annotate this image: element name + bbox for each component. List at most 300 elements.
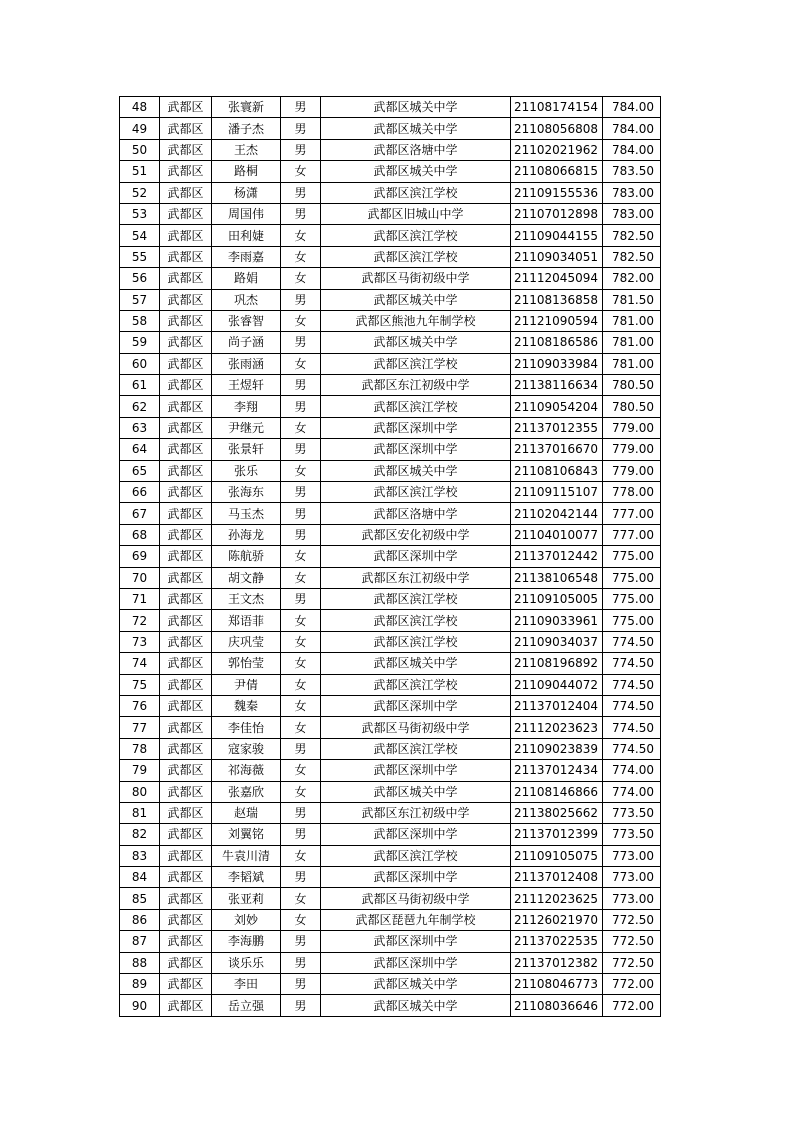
rank-cell: 52 xyxy=(120,182,160,203)
table-row xyxy=(120,203,661,224)
score-cell: 777.00 xyxy=(603,503,661,524)
exam-id-cell: 21137012355 xyxy=(511,417,603,438)
score-cell: 779.00 xyxy=(603,460,661,481)
name-cell: 张雨涵 xyxy=(212,353,281,374)
rank-cell: 74 xyxy=(120,653,160,674)
exam-id-cell: 21108066815 xyxy=(511,161,603,182)
district-cell: 武都区 xyxy=(160,161,212,182)
district-cell: 武都区 xyxy=(160,268,212,289)
exam-id-cell: 21104010077 xyxy=(511,524,603,545)
score-cell: 783.50 xyxy=(603,161,661,182)
score-cell: 775.00 xyxy=(603,546,661,567)
exam-id-cell: 21108056808 xyxy=(511,118,603,139)
district-cell: 武都区 xyxy=(160,888,212,909)
table-row xyxy=(120,888,661,909)
exam-id-cell: 21109034051 xyxy=(511,246,603,267)
rank-cell: 84 xyxy=(120,867,160,888)
table-row xyxy=(120,824,661,845)
table-row xyxy=(120,289,661,310)
exam-id-cell: 21138116634 xyxy=(511,375,603,396)
table-row xyxy=(120,974,661,995)
gender-cell: 女 xyxy=(281,760,321,781)
exam-id-cell: 21109034037 xyxy=(511,631,603,652)
district-cell: 武都区 xyxy=(160,203,212,224)
gender-cell: 女 xyxy=(281,310,321,331)
school-cell: 武都区滨江学校 xyxy=(321,246,511,267)
name-cell: 路娟 xyxy=(212,268,281,289)
name-cell: 赵瑞 xyxy=(212,802,281,823)
school-cell: 武都区滨江学校 xyxy=(321,396,511,417)
score-cell: 773.00 xyxy=(603,845,661,866)
table-row xyxy=(120,931,661,952)
exam-id-cell: 21137012382 xyxy=(511,952,603,973)
table-row xyxy=(120,760,661,781)
school-cell: 武都区滨江学校 xyxy=(321,182,511,203)
exam-id-cell: 21108174154 xyxy=(511,97,603,118)
school-cell: 武都区琵琶九年制学校 xyxy=(321,909,511,930)
table-row xyxy=(120,674,661,695)
rank-cell: 79 xyxy=(120,760,160,781)
gender-cell: 女 xyxy=(281,845,321,866)
gender-cell: 女 xyxy=(281,567,321,588)
gender-cell: 女 xyxy=(281,653,321,674)
table-row xyxy=(120,867,661,888)
school-cell: 武都区城关中学 xyxy=(321,460,511,481)
rank-cell: 63 xyxy=(120,417,160,438)
table-row xyxy=(120,695,661,716)
rank-cell: 50 xyxy=(120,139,160,160)
score-cell: 784.00 xyxy=(603,139,661,160)
table-row xyxy=(120,995,661,1016)
gender-cell: 男 xyxy=(281,952,321,973)
exam-id-cell: 21137012404 xyxy=(511,695,603,716)
name-cell: 巩杰 xyxy=(212,289,281,310)
district-cell: 武都区 xyxy=(160,225,212,246)
score-cell: 775.00 xyxy=(603,567,661,588)
exam-id-cell: 21109044155 xyxy=(511,225,603,246)
exam-id-cell: 21109023839 xyxy=(511,738,603,759)
table-row xyxy=(120,417,661,438)
exam-id-cell: 21108136858 xyxy=(511,289,603,310)
school-cell: 武都区深圳中学 xyxy=(321,867,511,888)
exam-id-cell: 21107012898 xyxy=(511,203,603,224)
exam-id-cell: 21137022535 xyxy=(511,931,603,952)
district-cell: 武都区 xyxy=(160,546,212,567)
district-cell: 武都区 xyxy=(160,781,212,802)
district-cell: 武都区 xyxy=(160,588,212,609)
district-cell: 武都区 xyxy=(160,524,212,545)
exam-id-cell: 21126021970 xyxy=(511,909,603,930)
score-cell: 783.00 xyxy=(603,203,661,224)
district-cell: 武都区 xyxy=(160,653,212,674)
gender-cell: 男 xyxy=(281,867,321,888)
rank-cell: 75 xyxy=(120,674,160,695)
gender-cell: 女 xyxy=(281,546,321,567)
score-cell: 773.50 xyxy=(603,824,661,845)
rank-cell: 55 xyxy=(120,246,160,267)
table-row xyxy=(120,246,661,267)
table-row xyxy=(120,546,661,567)
score-cell: 781.00 xyxy=(603,310,661,331)
exam-id-cell: 21108036646 xyxy=(511,995,603,1016)
school-cell: 武都区洛塘中学 xyxy=(321,503,511,524)
gender-cell: 女 xyxy=(281,631,321,652)
school-cell: 武都区滨江学校 xyxy=(321,738,511,759)
exam-id-cell: 21137016670 xyxy=(511,439,603,460)
school-cell: 武都区深圳中学 xyxy=(321,760,511,781)
school-cell: 武都区滨江学校 xyxy=(321,225,511,246)
name-cell: 张嘉欣 xyxy=(212,781,281,802)
table-row xyxy=(120,738,661,759)
gender-cell: 女 xyxy=(281,161,321,182)
score-cell: 772.00 xyxy=(603,995,661,1016)
exam-id-cell: 21112045094 xyxy=(511,268,603,289)
school-cell: 武都区安化初级中学 xyxy=(321,524,511,545)
school-cell: 武都区滨江学校 xyxy=(321,610,511,631)
name-cell: 寇家骏 xyxy=(212,738,281,759)
gender-cell: 男 xyxy=(281,375,321,396)
name-cell: 张乐 xyxy=(212,460,281,481)
rank-cell: 82 xyxy=(120,824,160,845)
score-cell: 774.50 xyxy=(603,717,661,738)
school-cell: 武都区城关中学 xyxy=(321,289,511,310)
rank-cell: 88 xyxy=(120,952,160,973)
rank-cell: 77 xyxy=(120,717,160,738)
rank-cell: 56 xyxy=(120,268,160,289)
gender-cell: 女 xyxy=(281,353,321,374)
table-row xyxy=(120,139,661,160)
exam-id-cell: 21109115107 xyxy=(511,482,603,503)
score-cell: 782.50 xyxy=(603,225,661,246)
gender-cell: 男 xyxy=(281,289,321,310)
school-cell: 武都区城关中学 xyxy=(321,332,511,353)
table-row xyxy=(120,332,661,353)
district-cell: 武都区 xyxy=(160,717,212,738)
gender-cell: 女 xyxy=(281,888,321,909)
table-row xyxy=(120,717,661,738)
table-row xyxy=(120,653,661,674)
gender-cell: 女 xyxy=(281,610,321,631)
name-cell: 李海鹏 xyxy=(212,931,281,952)
district-cell: 武都区 xyxy=(160,567,212,588)
rank-cell: 72 xyxy=(120,610,160,631)
score-cell: 781.00 xyxy=(603,332,661,353)
gender-cell: 男 xyxy=(281,738,321,759)
district-cell: 武都区 xyxy=(160,97,212,118)
gender-cell: 男 xyxy=(281,332,321,353)
exam-id-cell: 21138025662 xyxy=(511,802,603,823)
score-cell: 775.00 xyxy=(603,610,661,631)
gender-cell: 女 xyxy=(281,695,321,716)
rank-cell: 86 xyxy=(120,909,160,930)
score-cell: 784.00 xyxy=(603,118,661,139)
table-row xyxy=(120,802,661,823)
score-cell: 781.00 xyxy=(603,353,661,374)
school-cell: 武都区滨江学校 xyxy=(321,674,511,695)
district-cell: 武都区 xyxy=(160,824,212,845)
name-cell: 尹继元 xyxy=(212,417,281,438)
score-cell: 777.00 xyxy=(603,524,661,545)
district-cell: 武都区 xyxy=(160,631,212,652)
district-cell: 武都区 xyxy=(160,760,212,781)
score-table xyxy=(119,96,661,1017)
exam-id-cell: 21108186586 xyxy=(511,332,603,353)
gender-cell: 女 xyxy=(281,717,321,738)
gender-cell: 男 xyxy=(281,139,321,160)
table-row xyxy=(120,482,661,503)
name-cell: 杨潇 xyxy=(212,182,281,203)
score-cell: 773.00 xyxy=(603,867,661,888)
exam-id-cell: 21137012442 xyxy=(511,546,603,567)
score-cell: 780.50 xyxy=(603,375,661,396)
name-cell: 路桐 xyxy=(212,161,281,182)
score-cell: 784.00 xyxy=(603,97,661,118)
school-cell: 武都区滨江学校 xyxy=(321,631,511,652)
school-cell: 武都区城关中学 xyxy=(321,97,511,118)
gender-cell: 女 xyxy=(281,417,321,438)
district-cell: 武都区 xyxy=(160,118,212,139)
school-cell: 武都区马街初级中学 xyxy=(321,888,511,909)
school-cell: 武都区东江初级中学 xyxy=(321,802,511,823)
name-cell: 尚子涵 xyxy=(212,332,281,353)
exam-id-cell: 21109105005 xyxy=(511,588,603,609)
exam-id-cell: 21109033961 xyxy=(511,610,603,631)
school-cell: 武都区滨江学校 xyxy=(321,353,511,374)
gender-cell: 男 xyxy=(281,482,321,503)
table-row xyxy=(120,225,661,246)
name-cell: 王杰 xyxy=(212,139,281,160)
exam-id-cell: 21112023623 xyxy=(511,717,603,738)
rank-cell: 58 xyxy=(120,310,160,331)
score-cell: 774.50 xyxy=(603,738,661,759)
exam-id-cell: 21137012408 xyxy=(511,867,603,888)
school-cell: 武都区城关中学 xyxy=(321,995,511,1016)
table-row xyxy=(120,161,661,182)
gender-cell: 女 xyxy=(281,460,321,481)
rank-cell: 81 xyxy=(120,802,160,823)
rank-cell: 49 xyxy=(120,118,160,139)
gender-cell: 男 xyxy=(281,524,321,545)
name-cell: 祁海薇 xyxy=(212,760,281,781)
rank-cell: 66 xyxy=(120,482,160,503)
name-cell: 张睿智 xyxy=(212,310,281,331)
name-cell: 谈乐乐 xyxy=(212,952,281,973)
exam-id-cell: 21137012399 xyxy=(511,824,603,845)
district-cell: 武都区 xyxy=(160,974,212,995)
table-row xyxy=(120,567,661,588)
gender-cell: 女 xyxy=(281,674,321,695)
rank-cell: 78 xyxy=(120,738,160,759)
gender-cell: 男 xyxy=(281,97,321,118)
school-cell: 武都区城关中学 xyxy=(321,781,511,802)
exam-id-cell: 21109054204 xyxy=(511,396,603,417)
school-cell: 武都区滨江学校 xyxy=(321,845,511,866)
school-cell: 武都区深圳中学 xyxy=(321,546,511,567)
table-row xyxy=(120,503,661,524)
name-cell: 潘子杰 xyxy=(212,118,281,139)
school-cell: 武都区熊池九年制学校 xyxy=(321,310,511,331)
name-cell: 牛袁川清 xyxy=(212,845,281,866)
gender-cell: 男 xyxy=(281,802,321,823)
table-row xyxy=(120,952,661,973)
score-cell: 779.00 xyxy=(603,417,661,438)
district-cell: 武都区 xyxy=(160,909,212,930)
name-cell: 胡文静 xyxy=(212,567,281,588)
rank-cell: 83 xyxy=(120,845,160,866)
name-cell: 刘翼铭 xyxy=(212,824,281,845)
district-cell: 武都区 xyxy=(160,610,212,631)
name-cell: 尹倩 xyxy=(212,674,281,695)
gender-cell: 男 xyxy=(281,439,321,460)
gender-cell: 男 xyxy=(281,396,321,417)
gender-cell: 男 xyxy=(281,588,321,609)
name-cell: 魏秦 xyxy=(212,695,281,716)
district-cell: 武都区 xyxy=(160,674,212,695)
gender-cell: 男 xyxy=(281,503,321,524)
gender-cell: 男 xyxy=(281,995,321,1016)
exam-id-cell: 21121090594 xyxy=(511,310,603,331)
district-cell: 武都区 xyxy=(160,845,212,866)
score-cell: 782.50 xyxy=(603,246,661,267)
district-cell: 武都区 xyxy=(160,246,212,267)
district-cell: 武都区 xyxy=(160,332,212,353)
district-cell: 武都区 xyxy=(160,289,212,310)
school-cell: 武都区深圳中学 xyxy=(321,417,511,438)
name-cell: 马玉杰 xyxy=(212,503,281,524)
district-cell: 武都区 xyxy=(160,375,212,396)
table-row xyxy=(120,524,661,545)
name-cell: 张寰新 xyxy=(212,97,281,118)
school-cell: 武都区东江初级中学 xyxy=(321,375,511,396)
name-cell: 岳立强 xyxy=(212,995,281,1016)
score-cell: 774.00 xyxy=(603,781,661,802)
name-cell: 李田 xyxy=(212,974,281,995)
name-cell: 李佳怡 xyxy=(212,717,281,738)
exam-id-cell: 21109033984 xyxy=(511,353,603,374)
gender-cell: 男 xyxy=(281,182,321,203)
score-cell: 779.00 xyxy=(603,439,661,460)
rank-cell: 60 xyxy=(120,353,160,374)
district-cell: 武都区 xyxy=(160,867,212,888)
score-cell: 773.00 xyxy=(603,888,661,909)
exam-id-cell: 21108046773 xyxy=(511,974,603,995)
rank-cell: 61 xyxy=(120,375,160,396)
table-row xyxy=(120,845,661,866)
score-cell: 772.50 xyxy=(603,909,661,930)
district-cell: 武都区 xyxy=(160,802,212,823)
school-cell: 武都区旧城山中学 xyxy=(321,203,511,224)
score-cell: 782.00 xyxy=(603,268,661,289)
name-cell: 李韬斌 xyxy=(212,867,281,888)
exam-id-cell: 21108196892 xyxy=(511,653,603,674)
name-cell: 周国伟 xyxy=(212,203,281,224)
rank-cell: 48 xyxy=(120,97,160,118)
school-cell: 武都区城关中学 xyxy=(321,118,511,139)
table-row xyxy=(120,439,661,460)
table-row xyxy=(120,460,661,481)
school-cell: 武都区马街初级中学 xyxy=(321,717,511,738)
school-cell: 武都区城关中学 xyxy=(321,974,511,995)
score-cell: 783.00 xyxy=(603,182,661,203)
rank-cell: 71 xyxy=(120,588,160,609)
score-table-body xyxy=(120,97,661,1017)
name-cell: 王文杰 xyxy=(212,588,281,609)
name-cell: 陈航骄 xyxy=(212,546,281,567)
district-cell: 武都区 xyxy=(160,139,212,160)
gender-cell: 女 xyxy=(281,246,321,267)
district-cell: 武都区 xyxy=(160,439,212,460)
district-cell: 武都区 xyxy=(160,182,212,203)
table-row xyxy=(120,909,661,930)
rank-cell: 62 xyxy=(120,396,160,417)
gender-cell: 男 xyxy=(281,931,321,952)
rank-cell: 87 xyxy=(120,931,160,952)
rank-cell: 59 xyxy=(120,332,160,353)
rank-cell: 89 xyxy=(120,974,160,995)
gender-cell: 女 xyxy=(281,781,321,802)
rank-cell: 53 xyxy=(120,203,160,224)
name-cell: 郭怡莹 xyxy=(212,653,281,674)
table-row xyxy=(120,781,661,802)
district-cell: 武都区 xyxy=(160,995,212,1016)
district-cell: 武都区 xyxy=(160,353,212,374)
table-row xyxy=(120,375,661,396)
school-cell: 武都区深圳中学 xyxy=(321,695,511,716)
exam-id-cell: 21137012434 xyxy=(511,760,603,781)
school-cell: 武都区东江初级中学 xyxy=(321,567,511,588)
gender-cell: 男 xyxy=(281,203,321,224)
score-cell: 774.50 xyxy=(603,674,661,695)
rank-cell: 70 xyxy=(120,567,160,588)
table-row xyxy=(120,353,661,374)
gender-cell: 女 xyxy=(281,225,321,246)
district-cell: 武都区 xyxy=(160,952,212,973)
name-cell: 田利婕 xyxy=(212,225,281,246)
score-cell: 780.50 xyxy=(603,396,661,417)
table-row xyxy=(120,588,661,609)
name-cell: 孙海龙 xyxy=(212,524,281,545)
school-cell: 武都区洛塘中学 xyxy=(321,139,511,160)
name-cell: 张海东 xyxy=(212,482,281,503)
exam-id-cell: 21109044072 xyxy=(511,674,603,695)
school-cell: 武都区深圳中学 xyxy=(321,952,511,973)
exam-id-cell: 21109155536 xyxy=(511,182,603,203)
exam-id-cell: 21102021962 xyxy=(511,139,603,160)
school-cell: 武都区深圳中学 xyxy=(321,931,511,952)
school-cell: 武都区滨江学校 xyxy=(321,588,511,609)
rank-cell: 85 xyxy=(120,888,160,909)
district-cell: 武都区 xyxy=(160,738,212,759)
exam-id-cell: 21102042144 xyxy=(511,503,603,524)
gender-cell: 男 xyxy=(281,824,321,845)
district-cell: 武都区 xyxy=(160,695,212,716)
school-cell: 武都区滨江学校 xyxy=(321,482,511,503)
name-cell: 张亚莉 xyxy=(212,888,281,909)
name-cell: 李翔 xyxy=(212,396,281,417)
score-cell: 772.50 xyxy=(603,931,661,952)
score-cell: 772.00 xyxy=(603,974,661,995)
table-row xyxy=(120,268,661,289)
exam-id-cell: 21109105075 xyxy=(511,845,603,866)
score-cell: 774.50 xyxy=(603,631,661,652)
score-cell: 774.00 xyxy=(603,760,661,781)
table-row xyxy=(120,182,661,203)
school-cell: 武都区马街初级中学 xyxy=(321,268,511,289)
exam-id-cell: 21112023625 xyxy=(511,888,603,909)
table-row xyxy=(120,97,661,118)
district-cell: 武都区 xyxy=(160,503,212,524)
exam-id-cell: 21108146866 xyxy=(511,781,603,802)
